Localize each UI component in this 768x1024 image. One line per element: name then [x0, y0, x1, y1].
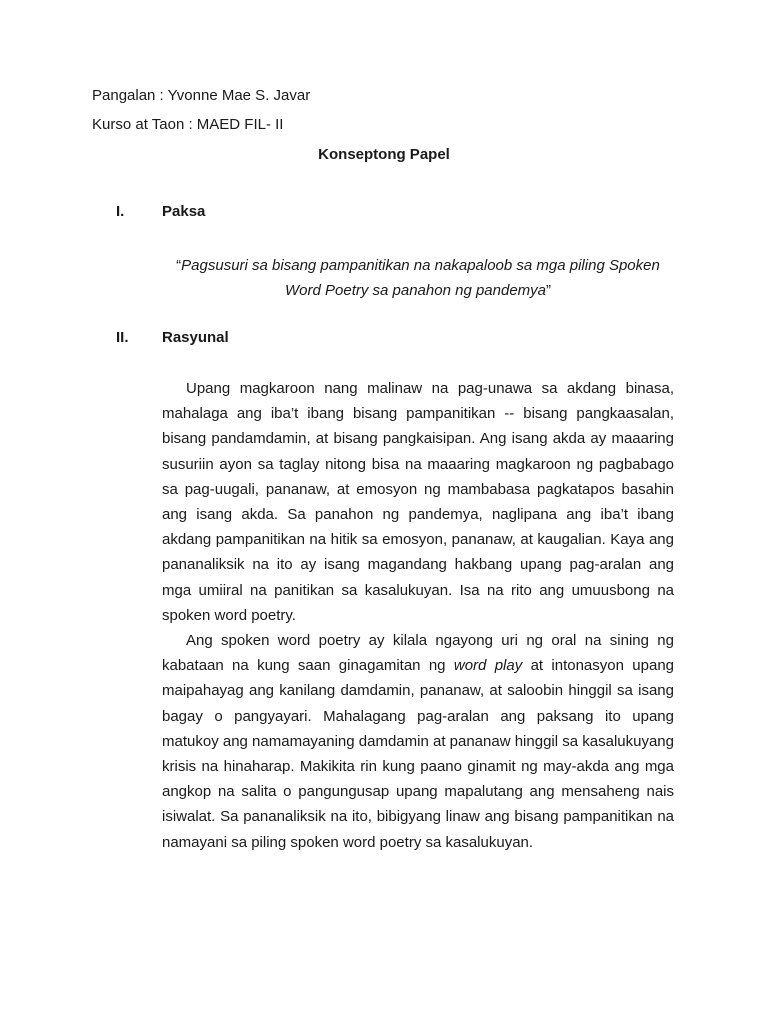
student-name-line: Pangalan : Yvonne Mae S. Javar — [92, 87, 311, 104]
topic-text: Pagsusuri sa bisang pampanitikan na nakapaloob sa mga piling Spoken Word Poetry sa panahon ng pandemya — [181, 257, 660, 299]
paragraph-2-text-before: Ang spoken word poetry ay kilala ngayong uri ng oral na sining ng kabataan na kung saan ginagamitan ng — [162, 632, 674, 675]
topic-close-quote: ” — [546, 282, 551, 299]
rationale-paragraph-1: Upang magkaroon nang malinaw na pag-unawa sa akdang binasa, mahalaga ang iba’t ibang bisang pampanitikan -- bisang pangkaasalan, bisang pandamdamin, at bisang pangkaisipan. Ang isang akda ay maaaring susuriin ayon sa taglay nitong bisa na maaaring magkaroon ng pagbabago sa pag-uugali, pananaw, at emosyon ng mambabasa pagkatapos basahin ang isang akda. Sa panahon ng pandemya, naglipana ang iba’t ibang akdang pampanitikan na hitik sa emosyon, pananaw, at kaugalian. Kaya ang pananaliksik na ito ay isang magandang hakbang upang pag-aralan ang mga umiiral na panitikan sa kasalukuyan. Isa na rito ang umuusbong na spoken word poetry. — [162, 380, 674, 624]
section-2-title: Rasyunal — [162, 329, 229, 346]
document-title: Konseptong Papel — [318, 146, 450, 163]
course-year-line: Kurso at Taon : MAED FIL- II — [92, 116, 284, 133]
paragraph-2-text-after: at intonasyon upang maipahayag ang kanilang damdamin, pananaw, at saloobin hinggil sa isang bagay o pangyayari. Mahalagang pag-aralan ang paksang ito upang matukoy ang namamayaning damdamin at pananaw hinggil sa kasalukuyang krisis na hinaharap. Makikita rin kung paano ginamit ng may-akda ang mga angkop na salita o pangungusap upang mapalutang ang mensaheng nais isiwalat. Sa pananaliksik na ito, bibigyang linaw ang bisang pampanitikan na namayani sa piling spoken word poetry sa kasalukuyan. — [162, 657, 675, 851]
topic-open-quote: “ — [176, 257, 182, 274]
section-1-number: I. — [116, 203, 125, 220]
section-2-number: II. — [116, 329, 129, 346]
rationale-paragraph-2 — [162, 628, 674, 855]
section-1-title: Paksa — [162, 203, 206, 220]
word-play-term: word play — [453, 657, 523, 675]
topic-statement — [162, 253, 674, 303]
